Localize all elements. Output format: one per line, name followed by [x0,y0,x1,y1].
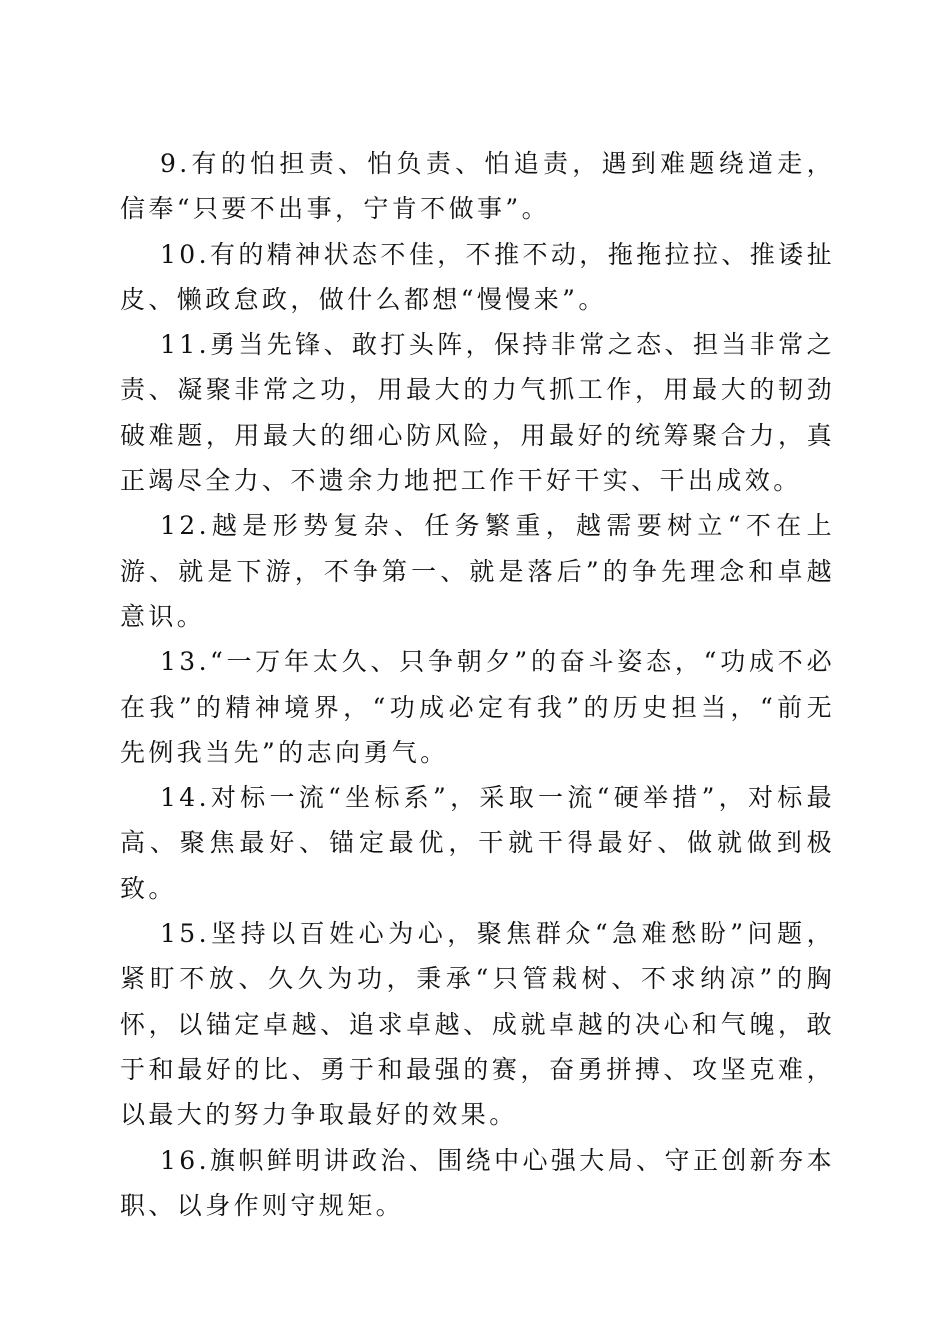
document-body [120,141,835,1228]
paragraph-16: 16.旗帜鲜明讲政治、围绕中心强大局、守正创新夯本职、以身作则守规矩。 [120,1145,835,1220]
paragraph-13: 13.“一万年太久、只争朝夕”的奋斗姿态，“功成不必在我”的精神境界，“功成必定有我”的历史担当，“前无先例我当先”的志向勇气。 [120,647,835,767]
paragraph-10: 10.有的精神状态不佳，不推不动，拖拖拉拉、推诿扯皮、懒政怠政，做什么都想“慢慢来”。 [120,239,835,314]
paragraph-11: 11.勇当先锋、敢打头阵，保持非常之态、担当非常之责、凝聚非常之功，用最大的力气抓工作，用最大的韧劲破难题，用最大的细心防风险，用最好的统筹聚合力，真正竭尽全力、不遗余力地把工作干好干实、干出成效。 [120,330,835,496]
paragraph-12: 12.越是形势复杂、任务繁重，越需要树立“不在上游、就是下游，不争第一、就是落后”的争先理念和卓越意识。 [120,511,835,631]
paragraph-9: 9.有的怕担责、怕负责、怕追责，遇到难题绕道走，信奉“只要不出事，宁肯不做事”。 [120,149,835,224]
paragraph-14: 14.对标一流“坐标系”，采取一流“硬举措”，对标最高、聚焦最好、锚定最优，干就干得最好、做就做到极致。 [120,783,835,903]
paragraph-15: 15.坚持以百姓心为心，聚焦群众“急难愁盼”问题，紧盯不放、久久为功，秉承“只管栽树、不求纳凉”的胸怀，以锚定卓越、追求卓越、成就卓越的决心和气魄，敢于和最好的比、勇于和最强的赛，奋勇拼搏、攻坚克难，以最大的努力争取最好的效果。 [120,919,835,1130]
